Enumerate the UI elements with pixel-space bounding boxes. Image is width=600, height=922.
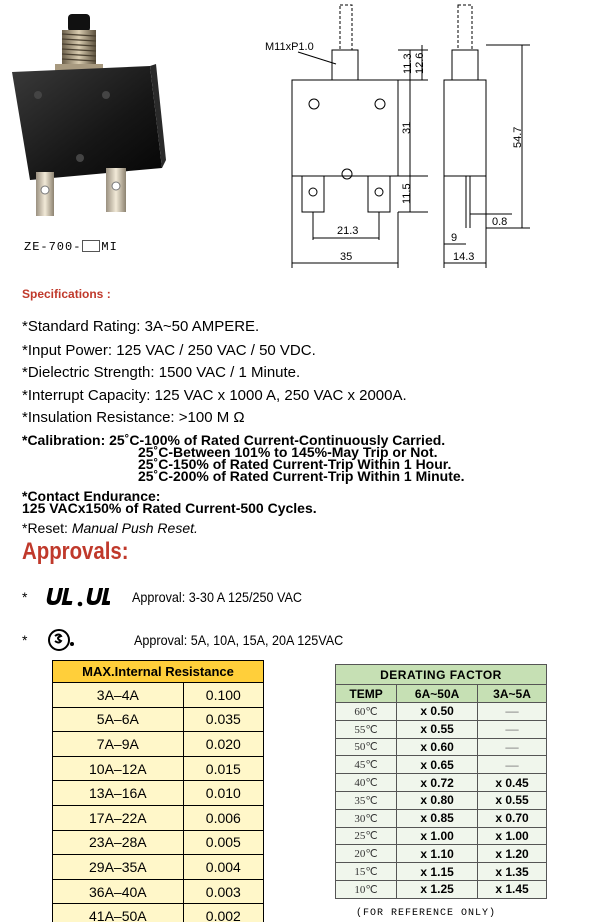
resistance-value-cell: 0.006 — [183, 805, 263, 830]
spec-reset-label: *Reset: — [22, 520, 68, 536]
spec-calibration-line-1: *Calibration: 25˚C-100% of Rated Current-Continuously Carried. — [22, 432, 446, 448]
dimension-drawing — [262, 0, 600, 276]
specifications-heading: Specifications : — [22, 287, 111, 301]
current-range-cell: 36A–40A — [53, 879, 184, 904]
derating-factor-cell: x 1.00 — [478, 827, 547, 845]
table-row — [336, 703, 547, 721]
resistance-value-cell: 0.010 — [183, 781, 263, 806]
current-range-cell: 41A–50A — [53, 904, 184, 922]
derating-col-temp: TEMP — [336, 685, 397, 703]
current-range-cell: 7A–9A — [53, 732, 184, 757]
spec-calibration-line-3: 25˚C-150% of Rated Current-Trip Within 1 Hour. — [138, 456, 452, 472]
approval-bullet: * — [22, 632, 28, 648]
derating-factor-cell: x 0.45 — [478, 774, 547, 792]
table-row — [336, 791, 547, 809]
spec-contact-endurance-label: *Contact Endurance: — [22, 488, 161, 504]
table-row — [336, 827, 547, 845]
internal-resistance-table — [52, 660, 264, 922]
circuit-breaker-photo — [0, 0, 190, 232]
derating-factor-cell: x 1.25 — [397, 880, 478, 898]
spec-dielectric-strength: *Dielectric Strength: 1500 VAC / 1 Minute. — [22, 364, 301, 381]
table-row — [53, 805, 264, 830]
derating-factor-cell: x 1.20 — [478, 845, 547, 863]
table-row — [336, 738, 547, 756]
derating-factor-cell: x 1.45 — [478, 880, 547, 898]
spec-standard-rating: *Standard Rating: 3A~50 AMPERE. — [22, 318, 260, 335]
dim-14-3: 14.3 — [453, 251, 475, 263]
resistance-value-cell: 0.003 — [183, 879, 263, 904]
temperature-cell: 30℃ — [336, 809, 397, 827]
dim-0-8: 0.8 — [492, 216, 508, 228]
derating-factor-table — [335, 664, 547, 899]
derating-factor-cell: x 0.55 — [478, 791, 547, 809]
dim-12-6: 12.6 — [414, 52, 426, 74]
resistance-value-cell: 0.004 — [183, 855, 263, 880]
spec-reset-value: Manual Push Reset. — [71, 520, 198, 536]
derating-col-3a-5a: 3A~5A — [478, 685, 547, 703]
part-code-slot — [82, 240, 100, 252]
derating-factor-cell: x 0.60 — [397, 738, 478, 756]
table-row — [53, 904, 264, 922]
temperature-cell: 25℃ — [336, 827, 397, 845]
current-range-cell: 17A–22A — [53, 805, 184, 830]
resistance-value-cell: 0.035 — [183, 707, 263, 732]
thread-label: M11xP1.0 — [265, 41, 314, 53]
approvals-heading: Approvals: — [22, 538, 129, 565]
derating-factor-cell: x 0.70 — [478, 809, 547, 827]
resistance-table-header: MAX.Internal Resistance — [53, 661, 264, 683]
derating-factor-cell: x 0.65 — [397, 756, 478, 774]
derating-factor-cell: x 1.15 — [397, 863, 478, 881]
approval-bullet: * — [22, 589, 28, 605]
spec-contact-endurance-value: 125 VACx150% of Rated Current-500 Cycles. — [22, 500, 317, 516]
table-row — [53, 732, 264, 757]
current-range-cell: 10A–12A — [53, 756, 184, 781]
table-row — [336, 809, 547, 827]
dim-31: 31 — [401, 121, 413, 134]
dim-35: 35 — [340, 251, 353, 263]
table-row — [336, 774, 547, 792]
derating-factor-cell: x 0.55 — [397, 720, 478, 738]
table-row — [336, 880, 547, 898]
spec-input-power: *Input Power: 125 VAC / 250 VAC / 50 VDC. — [22, 342, 316, 359]
derating-factor-cell: x 0.50 — [397, 703, 478, 721]
current-range-cell: 13A–16A — [53, 781, 184, 806]
dim-9: 9 — [451, 232, 458, 244]
approval-ul — [22, 584, 321, 610]
table-row — [53, 830, 264, 855]
resistance-value-cell: 0.002 — [183, 904, 263, 922]
table-row — [336, 720, 547, 738]
dim-21-3: 21.3 — [337, 225, 359, 237]
derating-factor-cell: x 1.35 — [478, 863, 547, 881]
current-range-cell: 23A–28A — [53, 830, 184, 855]
derating-factor-cell: x 0.72 — [397, 774, 478, 792]
table-row — [53, 683, 264, 708]
temperature-cell: 55℃ — [336, 720, 397, 738]
table-row — [53, 707, 264, 732]
temperature-cell: 45℃ — [336, 756, 397, 774]
dim-11-5: 11.5 — [401, 183, 413, 204]
temperature-cell: 20℃ — [336, 845, 397, 863]
derating-factor-cell: x 1.10 — [397, 845, 478, 863]
spec-reset — [22, 520, 198, 536]
approval-text-ul: Approval: 3-30 A 125/250 VAC — [132, 589, 302, 605]
resistance-value-cell: 0.005 — [183, 830, 263, 855]
derating-factor-cell: x 0.85 — [397, 809, 478, 827]
table-row — [53, 781, 264, 806]
derating-factor-cell: x 0.80 — [397, 791, 478, 809]
temperature-cell: 15℃ — [336, 863, 397, 881]
derating-factor-cell: –– — [478, 738, 547, 756]
table-row — [336, 863, 547, 881]
temperature-cell: 40℃ — [336, 774, 397, 792]
derating-factor-cell: –– — [478, 720, 547, 738]
temperature-cell: 10℃ — [336, 880, 397, 898]
table-row — [53, 879, 264, 904]
table-row — [53, 756, 264, 781]
sp-certification-logo — [46, 626, 76, 654]
derating-table-title: DERATING FACTOR — [336, 665, 547, 685]
part-code: ZE-700- MI — [24, 240, 118, 254]
spec-interrupt-capacity: *Interrupt Capacity: 125 VAC x 1000 A, 250 VAC x 2000A. — [22, 387, 407, 404]
current-range-cell: 5A–6A — [53, 707, 184, 732]
dim-11-3: 11.3 — [402, 53, 414, 74]
current-range-cell: 3A–4A — [53, 683, 184, 708]
resistance-value-cell: 0.015 — [183, 756, 263, 781]
spec-calibration-line-4: 25˚C-200% of Rated Current-Trip Within 1 Minute. — [138, 468, 465, 484]
spec-calibration-line-2: 25˚C-Between 101% to 145%-May Trip or Not. — [138, 444, 438, 460]
reference-note: (FOR REFERENCE ONLY) — [356, 908, 497, 919]
table-row — [53, 855, 264, 880]
table-row — [336, 756, 547, 774]
table-row — [336, 845, 547, 863]
resistance-value-cell: 0.100 — [183, 683, 263, 708]
temperature-cell: 35℃ — [336, 791, 397, 809]
derating-col-6a-50a: 6A~50A — [397, 685, 478, 703]
derating-factor-cell: –– — [478, 756, 547, 774]
derating-factor-cell: –– — [478, 703, 547, 721]
temperature-cell: 60℃ — [336, 703, 397, 721]
approval-text-sp: Approval: 5A, 10A, 15A, 20A 125VAC — [134, 632, 344, 648]
dim-54-7: 54.7 — [512, 126, 524, 148]
spec-insulation-resistance: *Insulation Resistance: >100 M Ω — [22, 409, 245, 426]
temperature-cell: 50℃ — [336, 738, 397, 756]
current-range-cell: 29A–35A — [53, 855, 184, 880]
ul-recognized-logo — [46, 584, 110, 610]
derating-factor-cell: x 1.00 — [397, 827, 478, 845]
approval-sp — [22, 626, 366, 654]
resistance-value-cell: 0.020 — [183, 732, 263, 757]
